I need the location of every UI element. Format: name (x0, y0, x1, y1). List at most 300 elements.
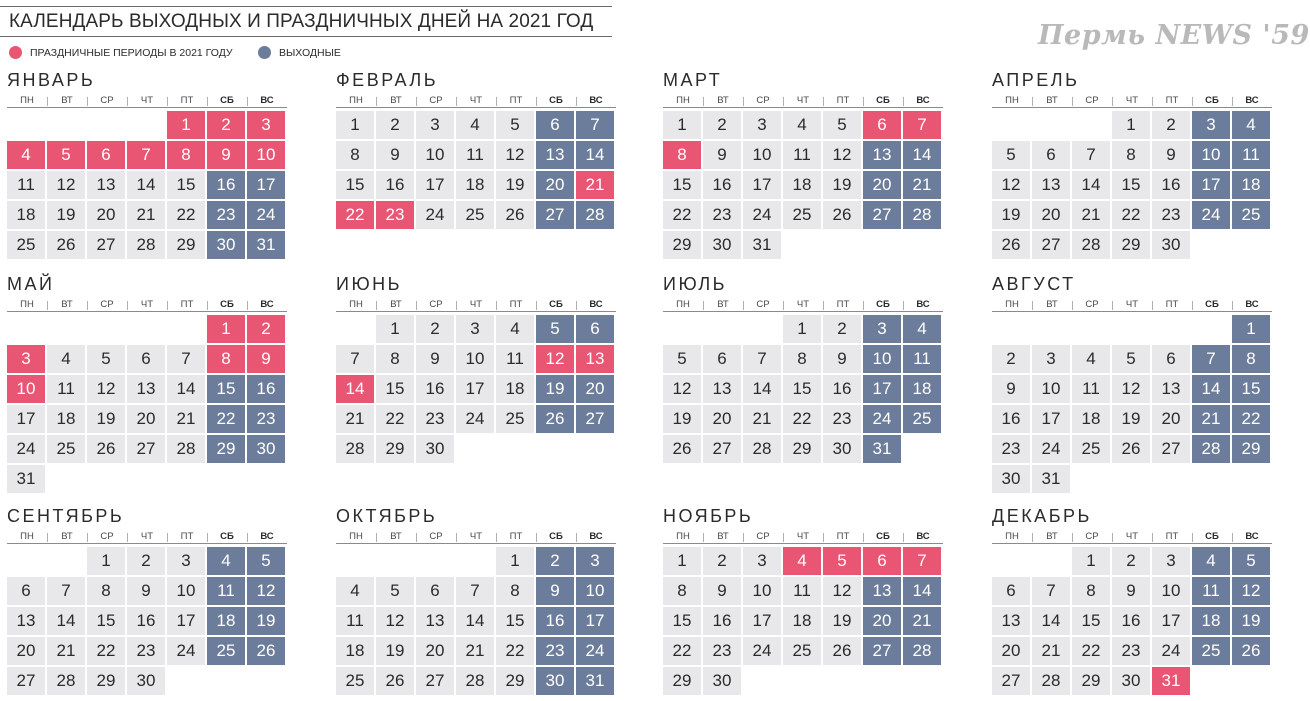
weekday-divider (1072, 301, 1073, 310)
weekday-label: ВТ (390, 95, 402, 106)
day-cell: 15 (783, 375, 821, 403)
day-cell: 12 (87, 375, 125, 403)
day-cell: 30 (127, 667, 165, 695)
day-cell: 19 (47, 201, 85, 229)
weekday-header (663, 95, 943, 107)
weekday-divider (1192, 97, 1193, 106)
day-cell: 20 (7, 637, 45, 665)
weekday-divider (47, 97, 48, 106)
weekday-header (663, 299, 943, 311)
weekend-day-cell: 9 (536, 577, 574, 605)
day-cell: 24 (7, 435, 45, 463)
weekday-divider (1232, 97, 1233, 106)
day-cell: 15 (1072, 607, 1110, 635)
weekday-divider (496, 301, 497, 310)
holiday-day-cell: 31 (1152, 667, 1190, 695)
day-cell: 26 (376, 667, 414, 695)
day-cell: 30 (1152, 231, 1190, 259)
day-cell: 18 (47, 405, 85, 433)
weekday-label: ВТ (1046, 95, 1058, 106)
day-cell: 23 (416, 405, 454, 433)
day-cell: 23 (992, 435, 1030, 463)
day-cell: 29 (663, 231, 701, 259)
day-cell: 3 (167, 547, 205, 575)
weekday-label: СБ (220, 531, 234, 542)
weekday-label: СР (100, 299, 114, 310)
day-cell: 7 (336, 345, 374, 373)
day-cell: 25 (47, 435, 85, 463)
day-cell: 15 (336, 171, 374, 199)
day-cell: 16 (823, 375, 861, 403)
weekday-label: ПТ (1165, 531, 1179, 542)
weekday-label: ВТ (1046, 299, 1058, 310)
day-cell: 1 (336, 111, 374, 139)
day-cell: 3 (416, 111, 454, 139)
weekend-day-cell: 16 (536, 607, 574, 635)
day-cell: 15 (87, 607, 125, 635)
weekday-label: СР (756, 299, 770, 310)
holiday-day-cell: 7 (903, 111, 941, 139)
weekday-header (992, 531, 1272, 543)
weekday-underline (663, 107, 943, 108)
day-cell: 19 (823, 171, 861, 199)
day-cell: 26 (496, 201, 534, 229)
month-name: АВГУСТ (992, 274, 1076, 294)
day-cell: 29 (1112, 231, 1150, 259)
weekday-label: ЧТ (140, 299, 154, 310)
day-cell: 22 (496, 637, 534, 665)
weekday-label: ПТ (836, 299, 850, 310)
day-cell: 6 (1152, 345, 1190, 373)
day-cell: 18 (1072, 405, 1110, 433)
weekday-label: ЧТ (469, 299, 483, 310)
holiday-day-cell: 1 (167, 111, 205, 139)
weekday-divider (1112, 533, 1113, 542)
weekday-label: ЧТ (796, 299, 810, 310)
day-cell: 14 (1032, 607, 1070, 635)
day-cell: 11 (783, 577, 821, 605)
weekend-day-cell: 27 (863, 637, 901, 665)
weekend-day-cell: 4 (1192, 547, 1230, 575)
weekday-underline (663, 543, 943, 544)
day-cell: 28 (47, 667, 85, 695)
weekday-label: ЧТ (140, 95, 154, 106)
day-cell: 18 (456, 171, 494, 199)
day-cell: 24 (416, 201, 454, 229)
day-cell: 17 (743, 171, 781, 199)
day-cell: 1 (87, 547, 125, 575)
weekday-label: СБ (876, 95, 890, 106)
weekend-day-cell: 23 (247, 405, 285, 433)
legend-holiday (9, 46, 233, 59)
day-cell: 19 (823, 607, 861, 635)
day-cell: 21 (336, 405, 374, 433)
weekday-header (336, 95, 616, 107)
holiday-day-cell: 6 (863, 111, 901, 139)
day-cell: 16 (703, 607, 741, 635)
day-cell: 27 (416, 667, 454, 695)
weekday-label: ПН (349, 531, 363, 542)
day-cell: 11 (336, 607, 374, 635)
weekday-underline (992, 107, 1272, 108)
day-cell: 19 (663, 405, 701, 433)
day-cell: 9 (703, 577, 741, 605)
day-cell: 27 (7, 667, 45, 695)
day-cell: 1 (663, 547, 701, 575)
day-cell: 2 (416, 315, 454, 343)
page-title: КАЛЕНДАРЬ ВЫХОДНЫХ И ПРАЗДНИЧНЫХ ДНЕЙ НА 2021 ГОД (9, 11, 594, 32)
day-cell: 21 (456, 637, 494, 665)
weekend-day-cell: 18 (1192, 607, 1230, 635)
day-cell: 7 (167, 345, 205, 373)
holiday-day-cell: 5 (823, 547, 861, 575)
day-cell: 31 (743, 231, 781, 259)
day-cell: 9 (1112, 577, 1150, 605)
weekend-day-cell: 12 (247, 577, 285, 605)
legend-weekend (258, 46, 341, 59)
weekday-divider (863, 97, 864, 106)
day-cell: 17 (1152, 607, 1190, 635)
holiday-day-cell: 5 (47, 141, 85, 169)
day-cell: 12 (823, 577, 861, 605)
day-cell: 2 (1112, 547, 1150, 575)
holiday-day-cell: 12 (536, 345, 574, 373)
day-cell: 9 (416, 345, 454, 373)
weekend-day-cell: 25 (1192, 637, 1230, 665)
weekday-label: ПН (676, 95, 690, 106)
day-cell: 17 (416, 171, 454, 199)
day-cell: 25 (783, 637, 821, 665)
weekday-label: ВТ (1046, 531, 1058, 542)
weekday-label: ВС (1245, 299, 1259, 310)
weekday-label: ПН (1005, 299, 1019, 310)
weekday-label: ЧТ (469, 531, 483, 542)
weekend-day-cell: 20 (536, 171, 574, 199)
weekend-day-cell: 27 (863, 201, 901, 229)
weekday-label: ВС (589, 299, 603, 310)
day-cell: 20 (703, 405, 741, 433)
weekday-divider (1032, 533, 1033, 542)
day-cell: 25 (456, 201, 494, 229)
weekend-day-cell: 8 (1232, 345, 1270, 373)
day-cell: 7 (1032, 577, 1070, 605)
holiday-day-cell: 2 (247, 315, 285, 343)
day-cell: 13 (992, 607, 1030, 635)
day-cell: 28 (1032, 667, 1070, 695)
day-cell: 30 (703, 667, 741, 695)
weekday-label: ВС (916, 299, 930, 310)
day-cell: 3 (1152, 547, 1190, 575)
day-cell: 24 (743, 201, 781, 229)
weekday-label: ЧТ (796, 531, 810, 542)
day-cell: 8 (336, 141, 374, 169)
holiday-day-cell: 8 (167, 141, 205, 169)
day-cell: 12 (663, 375, 701, 403)
day-cell: 27 (992, 667, 1030, 695)
day-cell: 22 (87, 637, 125, 665)
weekday-divider (207, 533, 208, 542)
weekday-divider (247, 97, 248, 106)
weekday-divider (87, 533, 88, 542)
day-cell: 14 (47, 607, 85, 635)
day-cell: 31 (7, 465, 45, 493)
month-name: СЕНТЯБРЬ (7, 506, 125, 526)
weekday-underline (663, 311, 943, 312)
weekday-divider (416, 533, 417, 542)
day-cell: 11 (7, 171, 45, 199)
weekday-header (7, 95, 287, 107)
weekday-divider (127, 301, 128, 310)
weekday-label: ЧТ (1125, 531, 1139, 542)
weekday-divider (1192, 301, 1193, 310)
holiday-day-cell: 8 (663, 141, 701, 169)
weekend-day-cell: 30 (247, 435, 285, 463)
day-cell: 30 (703, 231, 741, 259)
day-cell: 20 (1152, 405, 1190, 433)
weekday-divider (903, 97, 904, 106)
day-cell: 7 (47, 577, 85, 605)
weekday-divider (903, 301, 904, 310)
day-cell: 22 (783, 405, 821, 433)
weekday-label: ПН (1005, 95, 1019, 106)
weekday-divider (536, 301, 537, 310)
weekend-day-cell: 19 (247, 607, 285, 635)
weekend-day-cell: 7 (576, 111, 614, 139)
day-cell: 12 (1112, 375, 1150, 403)
weekday-divider (207, 97, 208, 106)
weekday-label: СБ (876, 299, 890, 310)
month-name: ИЮНЬ (336, 274, 402, 294)
weekday-underline (7, 311, 287, 312)
weekday-underline (7, 107, 287, 108)
day-cell: 30 (992, 465, 1030, 493)
day-cell: 27 (127, 435, 165, 463)
day-cell: 29 (167, 231, 205, 259)
day-cell: 6 (992, 577, 1030, 605)
weekday-divider (863, 533, 864, 542)
weekday-label: ВС (916, 95, 930, 106)
day-cell: 20 (127, 405, 165, 433)
weekday-label: СР (1085, 299, 1099, 310)
day-cell: 4 (456, 111, 494, 139)
weekend-day-cell: 15 (207, 375, 245, 403)
weekend-day-cell: 19 (536, 375, 574, 403)
weekday-divider (376, 301, 377, 310)
day-cell: 18 (7, 201, 45, 229)
day-cell: 2 (703, 547, 741, 575)
weekend-day-cell: 5 (247, 547, 285, 575)
weekend-day-cell: 16 (247, 375, 285, 403)
weekday-divider (703, 301, 704, 310)
weekend-day-cell: 4 (1232, 111, 1270, 139)
day-cell: 29 (1072, 667, 1110, 695)
weekend-day-cell: 14 (903, 141, 941, 169)
day-cell: 3 (1032, 345, 1070, 373)
day-cell: 18 (496, 375, 534, 403)
day-cell: 21 (1072, 201, 1110, 229)
weekday-divider (376, 97, 377, 106)
weekday-divider (743, 301, 744, 310)
weekend-day-cell: 21 (1192, 405, 1230, 433)
weekday-header (7, 299, 287, 311)
day-cell: 8 (783, 345, 821, 373)
day-cell: 2 (992, 345, 1030, 373)
weekday-divider (1072, 97, 1073, 106)
day-cell: 11 (783, 141, 821, 169)
weekend-day-cell: 4 (903, 315, 941, 343)
weekday-label: ВТ (390, 531, 402, 542)
weekend-day-cell: 28 (903, 637, 941, 665)
day-cell: 25 (7, 231, 45, 259)
day-cell: 5 (663, 345, 701, 373)
day-cell: 11 (47, 375, 85, 403)
month-name: МАЙ (7, 274, 55, 294)
day-cell: 10 (456, 345, 494, 373)
weekend-day-cell: 6 (576, 315, 614, 343)
weekend-day-cell: 31 (576, 667, 614, 695)
weekend-day-cell: 31 (247, 231, 285, 259)
weekday-divider (47, 301, 48, 310)
weekend-day-cell: 30 (536, 667, 574, 695)
day-cell: 12 (992, 171, 1030, 199)
month-name: АПРЕЛЬ (992, 70, 1080, 90)
day-cell: 26 (87, 435, 125, 463)
day-cell: 6 (416, 577, 454, 605)
day-cell: 13 (703, 375, 741, 403)
weekday-label: СБ (220, 95, 234, 106)
weekday-divider (1072, 533, 1073, 542)
weekday-underline (992, 311, 1272, 312)
weekend-day-cell: 12 (1232, 577, 1270, 605)
month-name: МАРТ (663, 70, 723, 90)
weekday-divider (703, 533, 704, 542)
weekday-divider (823, 97, 824, 106)
weekend-day-cell: 14 (576, 141, 614, 169)
day-cell: 25 (496, 405, 534, 433)
weekend-day-cell: 13 (863, 577, 901, 605)
weekday-label: ПН (349, 95, 363, 106)
weekend-day-cell: 2 (536, 547, 574, 575)
day-cell: 19 (1112, 405, 1150, 433)
day-cell: 13 (1152, 375, 1190, 403)
day-cell: 24 (456, 405, 494, 433)
day-cell: 24 (1032, 435, 1070, 463)
weekday-divider (1032, 97, 1033, 106)
weekday-divider (743, 533, 744, 542)
weekday-label: СР (100, 531, 114, 542)
title-top-rule (0, 6, 612, 7)
day-cell: 16 (1152, 171, 1190, 199)
holiday-day-cell: 4 (7, 141, 45, 169)
holiday-day-cell: 1 (207, 315, 245, 343)
weekday-label: СБ (220, 299, 234, 310)
day-cell: 18 (336, 637, 374, 665)
day-cell: 20 (87, 201, 125, 229)
brand-watermark: Пермь NEWS '59 (1038, 20, 1310, 51)
weekend-day-cell: 24 (576, 637, 614, 665)
day-cell: 15 (1112, 171, 1150, 199)
weekend-day-cell: 22 (1232, 405, 1270, 433)
holiday-day-cell: 21 (576, 171, 614, 199)
legend-weekend-label: ВЫХОДНЫЕ (279, 46, 341, 59)
day-cell: 10 (743, 141, 781, 169)
month-name: ОКТЯБРЬ (336, 506, 438, 526)
weekend-day-cell: 28 (903, 201, 941, 229)
day-cell: 29 (87, 667, 125, 695)
weekday-label: ВТ (61, 299, 73, 310)
day-cell: 18 (783, 607, 821, 635)
weekday-label: ПТ (836, 531, 850, 542)
weekday-label: СБ (549, 299, 563, 310)
day-cell: 3 (743, 111, 781, 139)
day-cell: 15 (167, 171, 205, 199)
day-cell: 1 (1072, 547, 1110, 575)
day-cell: 3 (456, 315, 494, 343)
day-cell: 22 (167, 201, 205, 229)
weekday-divider (823, 533, 824, 542)
weekend-day-cell: 18 (903, 375, 941, 403)
day-cell: 12 (376, 607, 414, 635)
weekend-day-cell: 29 (207, 435, 245, 463)
weekday-divider (1152, 97, 1153, 106)
day-cell: 9 (823, 345, 861, 373)
day-cell: 1 (496, 547, 534, 575)
day-cell: 18 (783, 171, 821, 199)
weekend-day-cell: 20 (863, 171, 901, 199)
day-cell: 6 (703, 345, 741, 373)
weekend-day-cell: 4 (207, 547, 245, 575)
holiday-day-cell: 3 (247, 111, 285, 139)
weekend-day-cell: 10 (1192, 141, 1230, 169)
weekday-divider (536, 97, 537, 106)
weekday-divider (1152, 533, 1153, 542)
title-bottom-rule (0, 36, 612, 37)
weekday-divider (576, 97, 577, 106)
day-cell: 31 (1032, 465, 1070, 493)
weekday-divider (167, 97, 168, 106)
weekday-label: СР (429, 299, 443, 310)
holiday-day-cell: 6 (863, 547, 901, 575)
day-cell: 15 (663, 171, 701, 199)
day-cell: 13 (416, 607, 454, 635)
day-cell: 23 (703, 637, 741, 665)
weekday-label: СБ (1205, 299, 1219, 310)
day-cell: 13 (1032, 171, 1070, 199)
day-cell: 16 (1112, 607, 1150, 635)
day-cell: 10 (1032, 375, 1070, 403)
weekend-day-cell: 23 (536, 637, 574, 665)
day-cell: 26 (823, 201, 861, 229)
holiday-day-cell: 4 (783, 547, 821, 575)
weekday-divider (167, 533, 168, 542)
day-cell: 8 (496, 577, 534, 605)
day-cell: 25 (1072, 435, 1110, 463)
day-cell: 9 (376, 141, 414, 169)
day-cell: 15 (663, 607, 701, 635)
day-cell: 28 (167, 435, 205, 463)
weekend-day-cell: 10 (576, 577, 614, 605)
weekday-label: ПН (349, 299, 363, 310)
weekday-underline (336, 543, 616, 544)
legend-holiday-label: ПРАЗДНИЧНЫЕ ПЕРИОДЫ В 2021 ГОДУ (30, 46, 233, 59)
day-cell: 9 (703, 141, 741, 169)
day-cell: 3 (743, 547, 781, 575)
weekday-label: ПТ (1165, 299, 1179, 310)
day-cell: 13 (7, 607, 45, 635)
weekday-divider (167, 301, 168, 310)
weekday-label: ПТ (1165, 95, 1179, 106)
weekend-day-cell: 17 (1192, 171, 1230, 199)
